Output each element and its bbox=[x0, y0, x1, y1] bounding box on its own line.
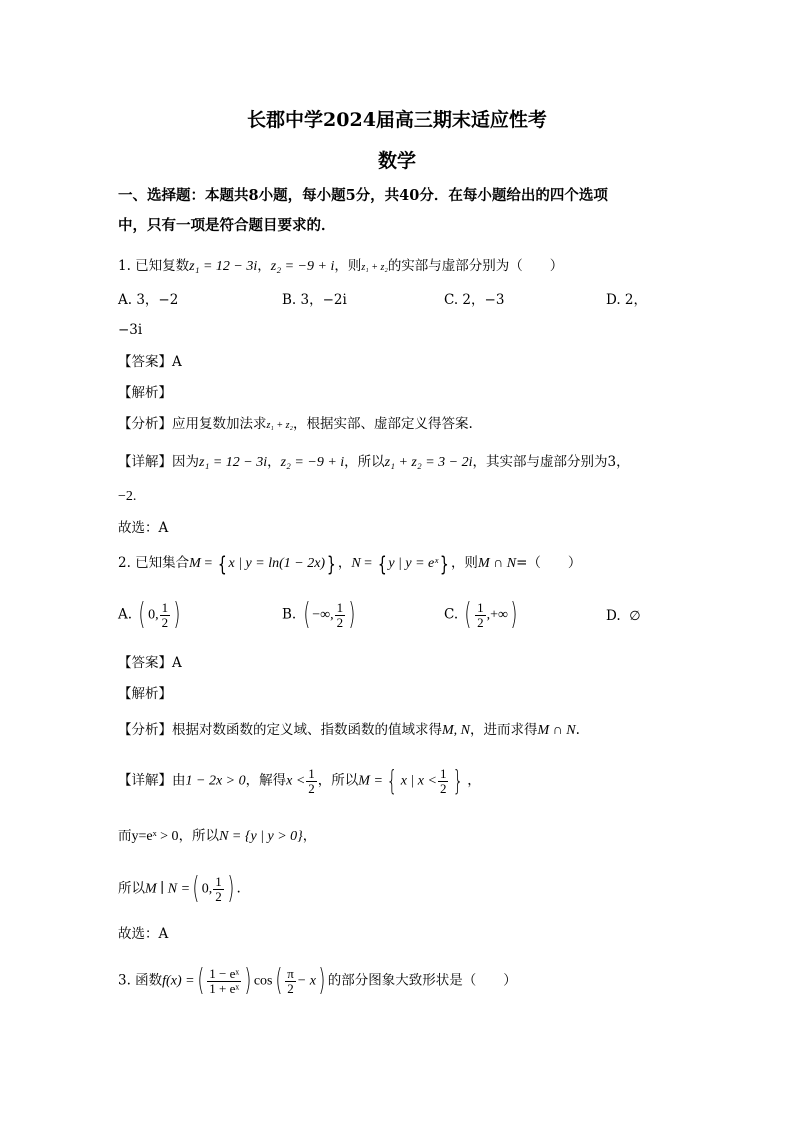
q2-line2-prefix: 而 bbox=[118, 828, 132, 844]
q3-cos: cos bbox=[253, 973, 273, 989]
q1-detail-mid: ，所以 bbox=[344, 454, 385, 470]
q2-M: M bbox=[189, 556, 201, 571]
q2-detail-mid2: ，所以 bbox=[317, 772, 359, 789]
q3-prefix: 3. 函数 bbox=[118, 972, 163, 989]
q1-fenxi bbox=[118, 414, 473, 436]
q2-option-a: A. ( 0, $\frac{1}{2}$ ) bbox=[118, 597, 181, 632]
q1-analysis-head: 【解析】 bbox=[118, 385, 172, 401]
q1-detail-cont-text: −2. bbox=[118, 489, 137, 504]
q2-fenxi-end: . bbox=[575, 722, 580, 738]
q1-detail-result: z₁ + z₂ = 3 − 2i bbox=[384, 455, 473, 470]
q1-detail-z2: z₂ = −9 + i bbox=[280, 455, 345, 470]
q1-mid: ，则 bbox=[334, 258, 362, 274]
q2-fenxi-mn: M, N bbox=[442, 723, 470, 738]
q2-answer: 【答案】A bbox=[118, 655, 182, 671]
q1-choice: 故选：A bbox=[118, 520, 169, 536]
q2-M-set: x | y = ln(1 − 2x) bbox=[228, 556, 326, 571]
q1-answer: 【答案】A bbox=[118, 354, 182, 370]
section-heading-line2: 中，只有一项是符合题目要求的． bbox=[118, 217, 336, 234]
q2-option-a-value: 0, bbox=[148, 607, 159, 623]
q2-line3-prefix: 所以 bbox=[118, 880, 145, 897]
q3-pi-den: 2 bbox=[287, 980, 294, 996]
q2-mid: ，则 bbox=[450, 555, 478, 571]
question-1 bbox=[118, 256, 563, 278]
q2-option-d bbox=[606, 606, 641, 627]
q2-option-b: B. ( −∞, $\frac{1}{2}$ ) bbox=[282, 597, 356, 632]
q2-detail-ineq: 1 − 2x > 0 bbox=[185, 773, 246, 789]
q3-fx: f(x) = bbox=[162, 973, 195, 989]
q3-suffix: 的部分图象大致形状是（ ） bbox=[327, 972, 517, 989]
q2-line2-end: ， bbox=[302, 828, 317, 844]
q1-detail-prefix: 【详解】因为 bbox=[118, 454, 199, 470]
q2-choice: 故选：A bbox=[118, 926, 169, 942]
q2-line2-N: N = {y | y > 0} bbox=[219, 829, 303, 844]
q2-line3-end: . bbox=[236, 880, 241, 897]
q1-prefix: 1. 已知复数 bbox=[118, 258, 190, 274]
q2-option-c-value: ,+∞ bbox=[486, 607, 509, 623]
q1-option-d-cont: −3i bbox=[118, 322, 143, 338]
q2-fenxi-prefix: 【分析】根据对数函数的定义域、指数函数的值域求得 bbox=[118, 722, 442, 738]
q2-detail-x: x < bbox=[286, 773, 306, 789]
q1-detail-cont bbox=[118, 486, 136, 507]
q2-analysis-head: 【解析】 bbox=[118, 686, 172, 702]
q1-detail-z1: z₁ = 12 − 3i bbox=[199, 455, 268, 470]
q2-line3-val: 0, bbox=[201, 881, 213, 897]
q1-sum: z₁ + z₂ bbox=[361, 262, 388, 273]
subject-title: 数学 bbox=[377, 150, 416, 172]
q3-minus-x: − x bbox=[296, 973, 316, 989]
q1-detail-sep: ， bbox=[267, 454, 281, 470]
q1-z1: z₁ = 12 − 3i bbox=[189, 259, 258, 274]
q2-line3-M: M ∣ N = bbox=[145, 881, 191, 897]
q2-fenxi bbox=[118, 720, 580, 741]
q2-option-b-value: −∞, bbox=[312, 607, 334, 623]
q2-option-c-label: C. bbox=[444, 606, 459, 623]
q1-z2: z₂ = −9 + i bbox=[270, 259, 335, 274]
q2-detail-prefix: 【详解】由 bbox=[118, 772, 186, 789]
q2-prefix: 2. 已知集合 bbox=[118, 555, 190, 571]
question-3: 3. 函数f(x) =( $\frac{\text{1 − eˣ}}{\text{1 + eˣ}}$ ) cos( $\frac{\pi}{2}$ − x) 的部分图象大致形状是（ ） bbox=[118, 963, 517, 998]
q2-line2-expr: y=eˣ > 0 bbox=[131, 829, 179, 844]
q3-frac-den: 1 + eˣ bbox=[209, 980, 240, 996]
q1-option-b: B. 3，−2i bbox=[282, 292, 347, 308]
q1-fenxi-sum: z₁ + z₂ bbox=[266, 420, 293, 431]
q2-detail-1: 【详解】由1 − 2x > 0，解得x < $\frac{1}{2}$ ，所以M = { x | x < $\frac{1}{2}$ } ， bbox=[118, 764, 481, 797]
q2-intersection: M ∩ N bbox=[477, 556, 517, 571]
q2-detail-mid: ，解得 bbox=[245, 772, 287, 789]
q2-N-set: y | y = eˣ bbox=[388, 556, 439, 571]
q1-fenxi-prefix: 【分析】应用复数加法求 bbox=[118, 416, 267, 432]
q2-line2-mid: ，所以 bbox=[178, 828, 220, 844]
q2-option-c: C. ( $\frac{1}{2}$ ,+∞) bbox=[444, 597, 518, 632]
q2-detail-2 bbox=[118, 826, 316, 847]
q2-N: N bbox=[351, 556, 361, 571]
q2-detail-Mset: x | x < bbox=[400, 773, 437, 789]
q2-option-b-label: B. bbox=[282, 606, 297, 623]
q1-fenxi-suffix: ，根据实部、虚部定义得答案. bbox=[292, 416, 473, 432]
document-title: 长郡中学2024届高三期末适应性考 bbox=[247, 109, 547, 131]
question-2: 2. 已知集合M = { x | y = ln(1 − 2x)} ，N = { y | y = eˣ} ，则M ∩ N=（ ） bbox=[118, 551, 582, 576]
q1-option-d: D. 2， bbox=[606, 292, 648, 308]
q2-detail-M: M = bbox=[358, 773, 383, 789]
q2-detail-end: ， bbox=[467, 772, 481, 789]
q1-option-c: C. 2，−3 bbox=[444, 292, 505, 308]
q2-option-a-label: A. bbox=[118, 606, 133, 623]
q1-suffix: 的实部与虚部分别为（ ） bbox=[387, 258, 564, 274]
q1-sep: ， bbox=[257, 258, 271, 274]
q2-detail-3: 所以M ∣ N =( 0, $\frac{1}{2}$ ) . bbox=[118, 871, 241, 906]
q2-option-d-value: ∅ bbox=[629, 609, 641, 624]
q1-detail bbox=[118, 452, 630, 473]
q2-fenxi-inter: M ∩ N bbox=[537, 723, 576, 738]
q2-fenxi-mid: ，进而求得 bbox=[470, 722, 538, 738]
q2-suffix: =（ ） bbox=[516, 555, 582, 571]
q1-option-a: A. 3，−2 bbox=[118, 292, 179, 308]
q1-detail-suffix: ，其实部与虚部分别为3， bbox=[472, 454, 630, 470]
q2-option-d-label: D. bbox=[606, 608, 621, 624]
q3-frac-num: 1 − eˣ bbox=[209, 965, 240, 981]
q3-pi-num: π bbox=[287, 965, 294, 981]
section-heading-line1: 一、选择题：本题共8小题，每小题5分，共40分．在每小题给出的四个选项 bbox=[118, 187, 608, 204]
